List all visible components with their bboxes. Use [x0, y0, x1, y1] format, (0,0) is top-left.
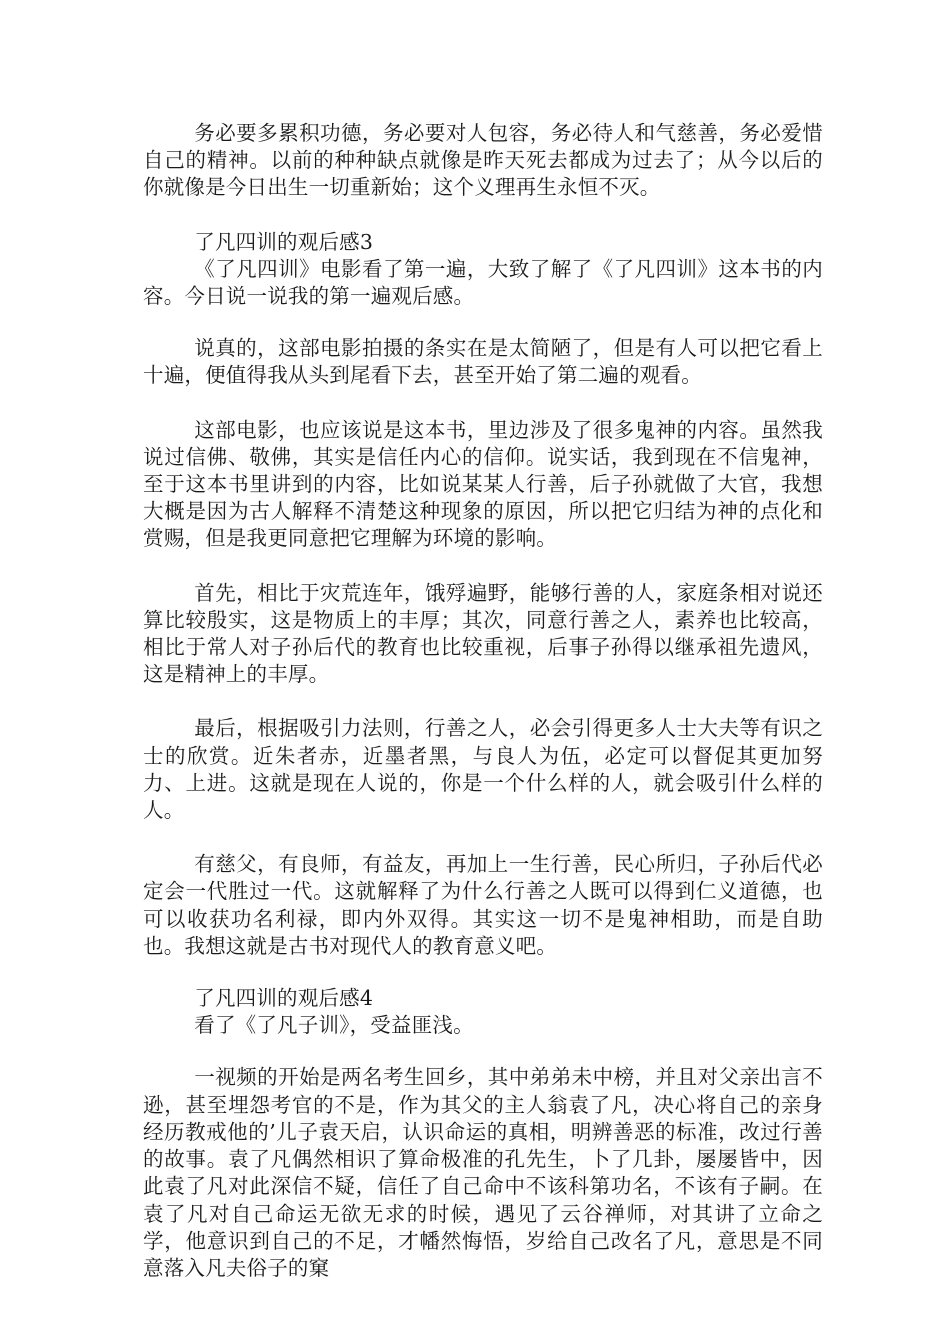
paragraph: 最后，根据吸引力法则，行善之人，必会引得更多人士大夫等有识之士的欣赏。近朱者赤，近墨者黑，与良人为伍，必定可以督促其更加努力、上进。这就是现在人说的，你是一个什么样的人，就会吸引什么样的人。: [143, 716, 823, 823]
paragraph: 一视频的开始是两名考生回乡，其中弟弟未中榜，并且对父亲出言不逊，甚至埋怨考官的不是，作为其父的主人翁袁了凡，决心将自己的亲身经历教戒他的’儿子袁天启，认识命运的真相，明辨善恶的标准，改过行善的故事。袁了凡偶然相识了算命极准的孔先生，卜了几卦，屡屡皆中，因此袁了凡对此深信不疑，信任了自己命中不该科第功名，不该有子嗣。在袁了凡对自己命运无欲无求的时候，遇见了云谷禅师，对其讲了立命之学，他意识到自己的不足，才幡然悔悟，岁给自己改名了凡，意思是不同意落入凡夫俗子的窠: [143, 1065, 823, 1280]
section-heading: 了凡四训的观后感4: [194, 986, 374, 1011]
paragraph: 务必要多累积功德，务必要对人包容，务必待人和气慈善，务必爱惜自己的精神。以前的种种缺点就像是昨天死去都成为过去了；从今以后的你就像是今日出生一切重新始；这个义理再生永恒不灭。: [143, 121, 823, 200]
paragraph: 这部电影，也应该说是这本书，里边涉及了很多鬼神的内容。虽然我说过信佛、敬佛，其实是信任内心的信仰。说实话，我到现在不信鬼神，至于这本书里讲到的内容，比如说某某人行善，后子孙就做了大官，我想大概是因为古人解释不清楚这种现象的原因，所以把它归结为神的点化和赏赐，但是我更同意把它理解为环境的影响。: [143, 417, 823, 551]
paragraph: 说真的，这部电影拍摄的条实在是太简陋了，但是有人可以把它看上十遍，便值得我从头到尾看下去，甚至开始了第二遍的观看。: [143, 336, 823, 388]
paragraph: 首先，相比于灾荒连年，饿殍遍野，能够行善的人，家庭条相对说还算比较殷实，这是物质上的丰厚；其次，同意行善之人，素养也比较高，相比于常人对子孙后代的教育也比较重视，后事子孙得以继承祖先遗风，这是精神上的丰厚。: [143, 580, 823, 687]
section-heading: 了凡四训的观后感3: [194, 229, 374, 254]
paragraph: 看了《了凡子训》，受益匪浅。: [194, 1013, 474, 1038]
document-page: [143, 120, 823, 1282]
paragraph: 《了凡四训》电影看了第一遍，大致了解了《了凡四训》这本书的内容。今日说一说我的第一遍观后感。: [143, 256, 823, 309]
paragraph: 有慈父，有良师，有益友，再加上一生行善，民心所归，子孙后代必定会一代胜过一代。这就解释了为什么行善之人既可以得到仁义道德，也可以收获功名利禄，即内外双得。其实这一切不是鬼神相助，而是自助也。我想这就是古书对现代人的教育意义吧。: [143, 852, 823, 958]
